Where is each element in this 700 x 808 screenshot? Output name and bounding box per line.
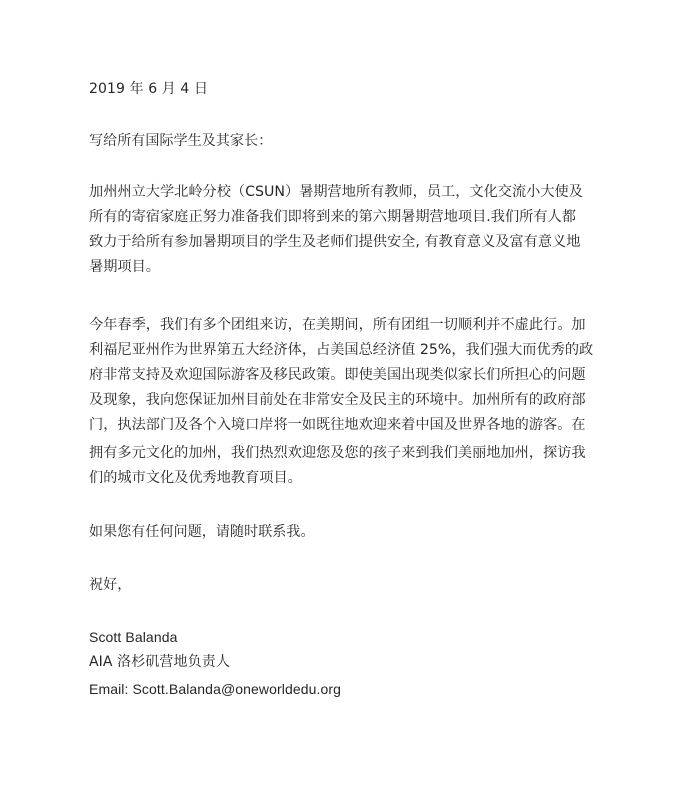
letter-date: 2019 年 6 月 4 日 (89, 81, 209, 97)
letter-salutation: 写给所有国际学生及其家长： (89, 133, 273, 149)
letter-closing: 祝好， (89, 577, 132, 593)
paragraph-1-line: 暑期项目。 (89, 259, 160, 275)
paragraph-1-line: 致力于给所有参加暑期项目的学生及老师们提供安全, 有教育意义及富有意义地 (89, 234, 581, 250)
signature-email[interactable]: Email: Scott.Balanda@oneworldedu.org (89, 681, 342, 697)
paragraph-2-line: 府非常支持及欢迎国际游客及移民政策。即使美国出现类似家长们所担心的问题 (89, 367, 586, 383)
paragraph-2-line: 拥有多元文化的加州，我们热烈欢迎您及您的孩子来到我们美丽地加州，探访我 (89, 445, 586, 461)
paragraph-1-line: 加州州立大学北岭分校（CSUN）暑期营地所有教师，员工，文化交流小大使及 (89, 184, 583, 200)
paragraph-2-line: 门，执法部门及各个入境口岸将一如既往地欢迎来着中国及世界各地的游客。在 (89, 417, 586, 433)
paragraph-2-line: 利福尼亚州作为世界第五大经济体，占美国总经济值 25%，我们强大而优秀的政 (89, 342, 594, 358)
paragraph-1-line: 所有的寄宿家庭正努力准备我们即将到来的第六期暑期营地项目.我们所有人都 (89, 209, 576, 225)
paragraph-2-line: 们的城市文化及优秀地教育项目。 (89, 470, 302, 486)
paragraph-2-line: 及现象，我向您保证加州目前处在非常安全及民主的环境中。加州所有的政府部 (89, 392, 586, 408)
paragraph-3: 如果您有任何问题，请随时联系我。 (89, 524, 315, 540)
paragraph-2-line: 今年春季，我们有多个团组来访，在美期间，所有团组一切顺利并不虚此行。加 (89, 317, 586, 333)
signature-name: Scott Balanda (89, 629, 178, 645)
signature-title: AIA 洛杉矶营地负责人 (89, 654, 230, 670)
